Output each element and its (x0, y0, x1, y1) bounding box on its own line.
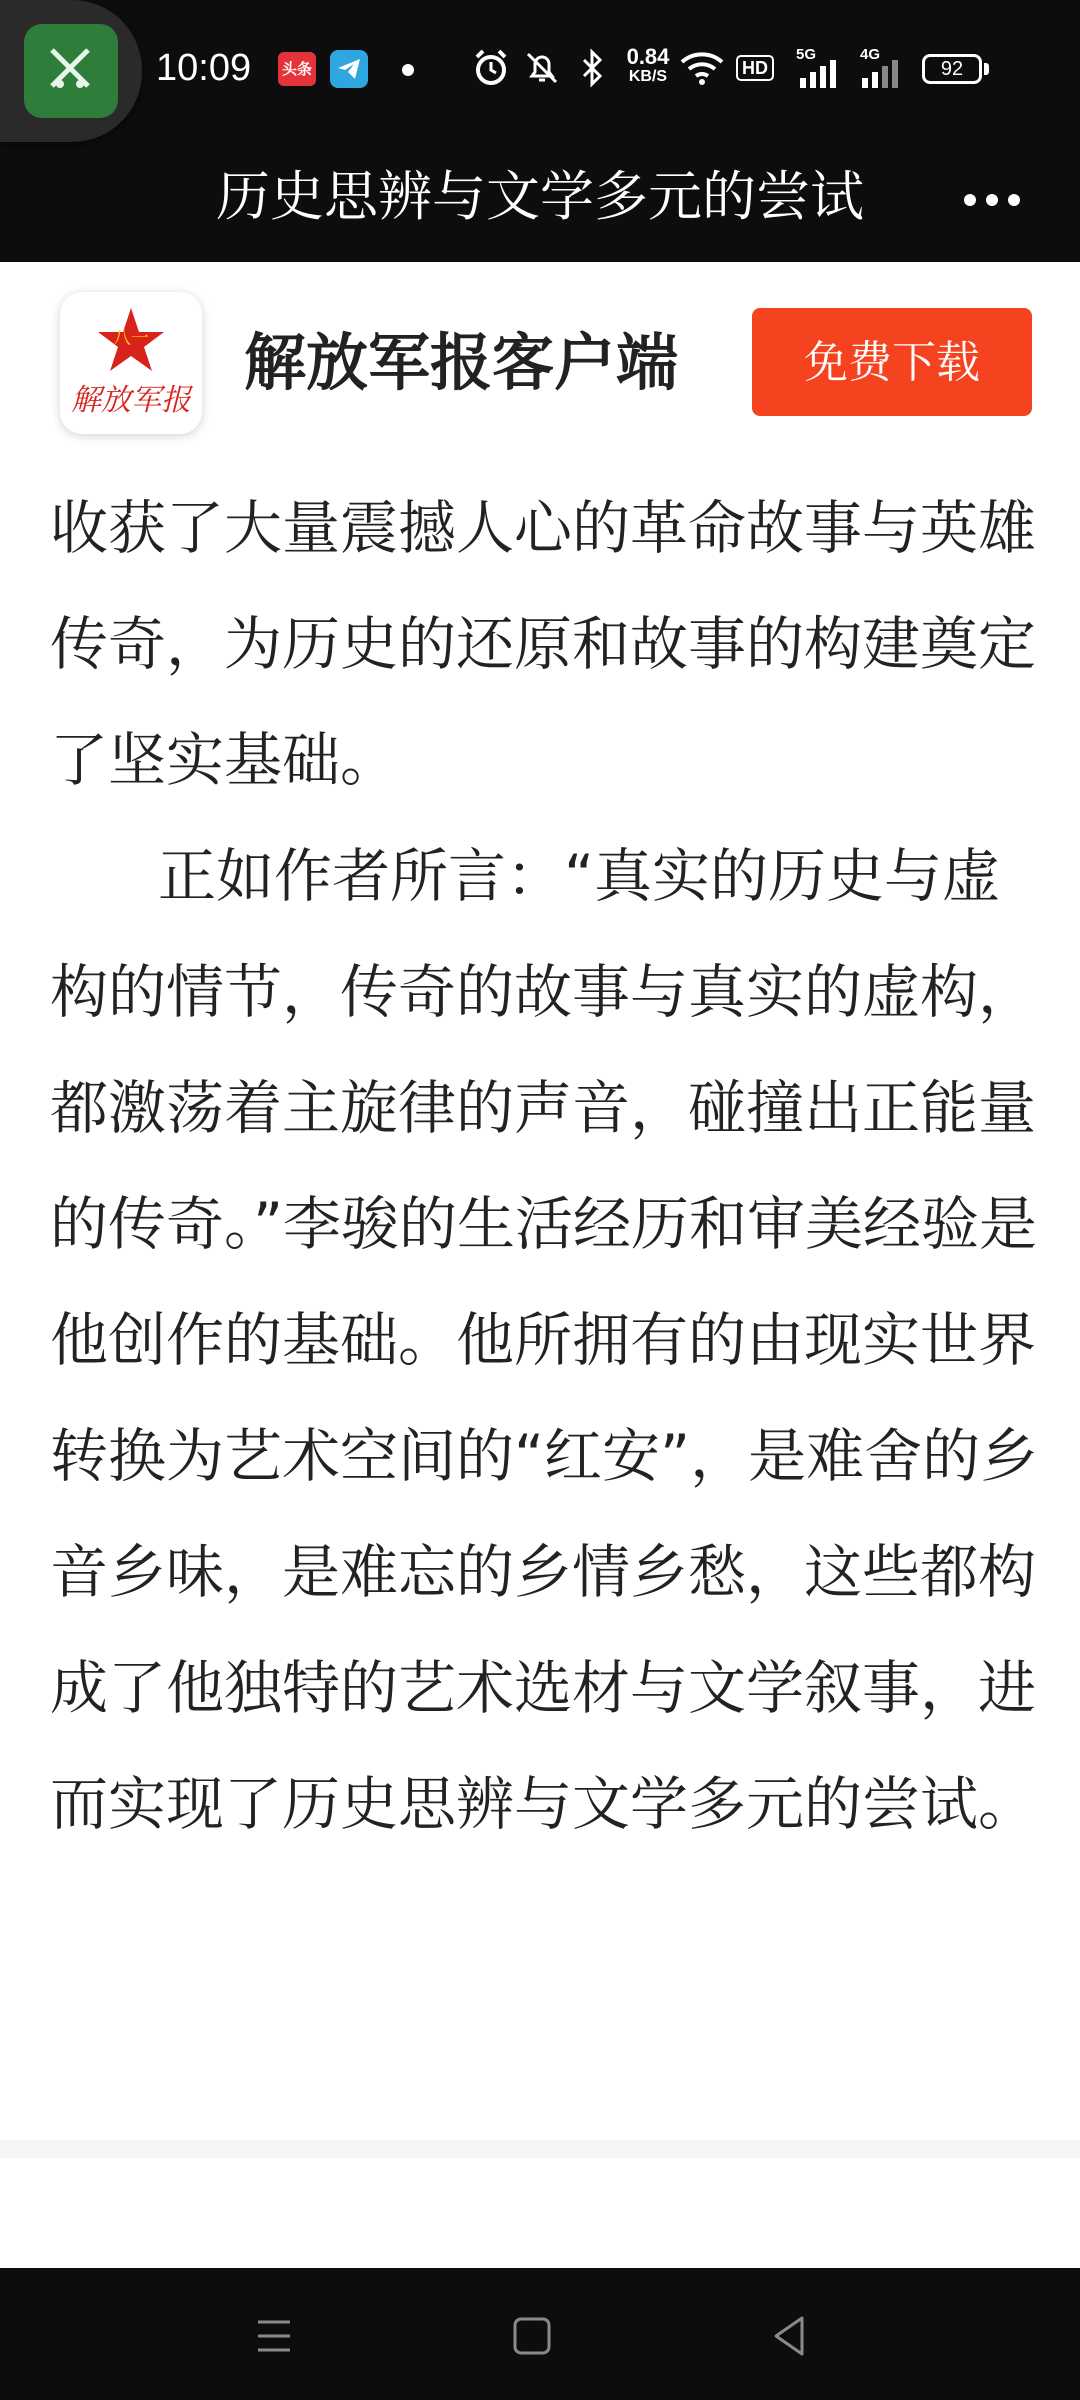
title-bar (0, 134, 1080, 262)
svg-text:解放军报: 解放军报 (71, 383, 191, 418)
wifi-icon (680, 50, 724, 86)
page-title: 历史思辨与文学多元的尝试 (216, 165, 864, 228)
more-notifications-dot (402, 64, 414, 76)
signal-icon-2 (862, 60, 904, 88)
alarm-icon (472, 48, 510, 88)
clock: 10:09 (156, 47, 252, 89)
app-name: 解放军报客户端 (244, 326, 679, 399)
free-download-button[interactable]: 免费下载 (752, 308, 1032, 416)
article-body (50, 470, 1040, 1862)
app-download-banner (0, 262, 1080, 432)
system-navigation-bar (0, 2268, 1080, 2400)
telegram-notification-icon (330, 50, 368, 88)
back-icon[interactable] (760, 2308, 820, 2364)
network-type-4g: 4G (860, 46, 881, 63)
mute-icon (522, 48, 562, 88)
network-speed: 0.84 KB/S (626, 44, 670, 85)
svg-text:八一: 八一 (113, 328, 149, 349)
news-app-notification-icon: 头条 (278, 52, 316, 86)
content-divider (0, 2140, 1080, 2158)
app-logo (60, 292, 202, 434)
game-app-icon (24, 24, 118, 118)
more-options-icon[interactable] (960, 178, 1024, 218)
network-type-5g: 5G (796, 46, 817, 63)
battery-tip (984, 63, 989, 75)
menu-icon[interactable] (244, 2308, 304, 2364)
bluetooth-icon (580, 48, 604, 88)
article-paragraph: 正如作者所言：“真实的历史与虚构的情节，传奇的故事与真实的虚构，都激荡着主旋律的声音，碰撞出正能量的传奇。”李骏的生活经历和审美经验是他创作的基础。他所拥有的由现实世界转换为艺术空间的“红安”，是难舍的乡音乡味，是难忘的乡情乡愁，这些都构成了他独特的艺术选材与文学叙事，进而实现了历史思辨与文学多元的尝试。 (50, 842, 1039, 1838)
home-icon[interactable] (502, 2308, 562, 2364)
hd-voice-icon: HD (736, 55, 774, 81)
status-bar (0, 0, 1080, 134)
battery-icon: 92 (922, 54, 982, 84)
signal-icon (800, 60, 842, 88)
article-paragraph: 收获了大量震撼人心的革命故事与英雄传奇，为历史的还原和故事的构建奠定了坚实基础。 (50, 494, 1037, 794)
floating-game-window[interactable] (0, 0, 142, 142)
